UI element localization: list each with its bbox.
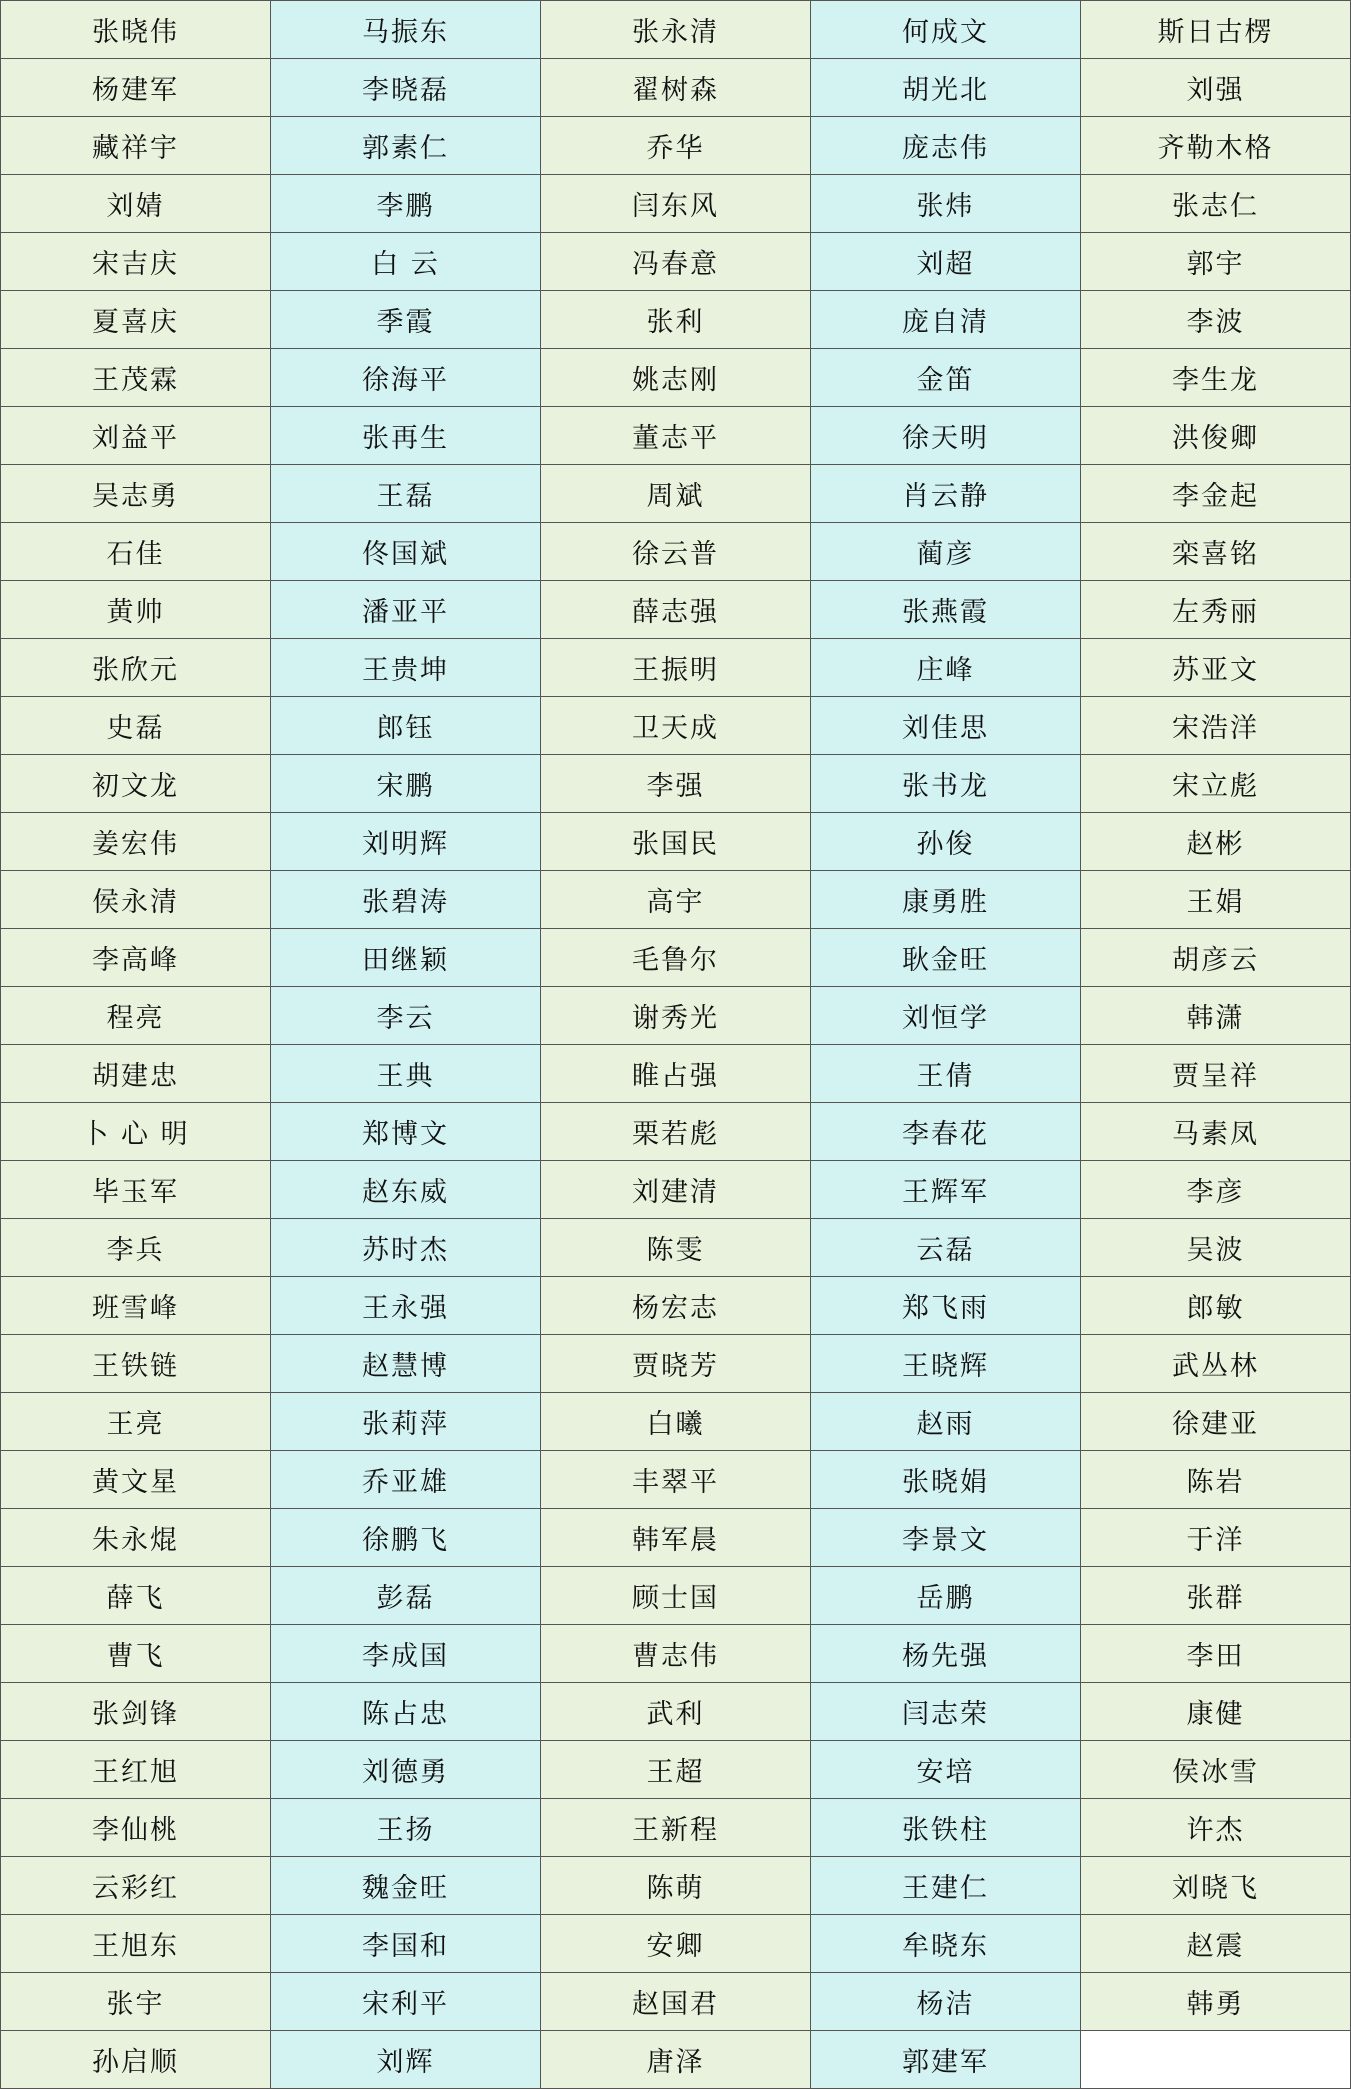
name-cell: 张晓伟 [1, 1, 271, 59]
name-cell: 顾士国 [541, 1567, 811, 1625]
name-cell [1081, 2031, 1351, 2089]
name-cell: 王亮 [1, 1393, 271, 1451]
name-cell: 耿金旺 [811, 929, 1081, 987]
name-cell: 郭素仁 [271, 117, 541, 175]
name-cell: 谢秀光 [541, 987, 811, 1045]
name-cell: 董志平 [541, 407, 811, 465]
name-cell: 肖云静 [811, 465, 1081, 523]
name-cell: 齐勒木格 [1081, 117, 1351, 175]
name-cell: 康健 [1081, 1683, 1351, 1741]
name-cell: 王茂霖 [1, 349, 271, 407]
name-cell: 武利 [541, 1683, 811, 1741]
table-row [1, 1277, 1351, 1335]
name-cell: 杨建军 [1, 59, 271, 117]
name-cell: 高宇 [541, 871, 811, 929]
name-cell: 岳鹏 [811, 1567, 1081, 1625]
table-row [1, 59, 1351, 117]
table-row [1, 1915, 1351, 1973]
name-cell: 曹飞 [1, 1625, 271, 1683]
name-cell: 马素凤 [1081, 1103, 1351, 1161]
name-cell: 武丛林 [1081, 1335, 1351, 1393]
name-cell: 胡建忠 [1, 1045, 271, 1103]
name-cell: 程亮 [1, 987, 271, 1045]
name-cell: 陈岩 [1081, 1451, 1351, 1509]
table-row [1, 1103, 1351, 1161]
name-cell: 郑博文 [271, 1103, 541, 1161]
name-cell: 田继颖 [271, 929, 541, 987]
name-cell: 李兵 [1, 1219, 271, 1277]
name-cell: 石佳 [1, 523, 271, 581]
name-table-body [1, 1, 1351, 2089]
name-cell: 李仙桃 [1, 1799, 271, 1857]
name-cell: 朱永焜 [1, 1509, 271, 1567]
name-cell: 安卿 [541, 1915, 811, 1973]
name-cell: 佟国斌 [271, 523, 541, 581]
name-cell: 张书龙 [811, 755, 1081, 813]
name-cell: 苏时杰 [271, 1219, 541, 1277]
name-cell: 曹志伟 [541, 1625, 811, 1683]
name-cell: 李成国 [271, 1625, 541, 1683]
name-cell: 张再生 [271, 407, 541, 465]
name-cell: 王辉军 [811, 1161, 1081, 1219]
name-cell: 庄峰 [811, 639, 1081, 697]
name-cell: 左秀丽 [1081, 581, 1351, 639]
name-cell: 郎钰 [271, 697, 541, 755]
name-cell: 黄文星 [1, 1451, 271, 1509]
name-cell: 韩潇 [1081, 987, 1351, 1045]
table-row [1, 639, 1351, 697]
table-row [1, 233, 1351, 291]
name-cell: 陈萌 [541, 1857, 811, 1915]
name-cell: 赵雨 [811, 1393, 1081, 1451]
name-cell: 徐海平 [271, 349, 541, 407]
name-cell: 陈占忠 [271, 1683, 541, 1741]
name-cell: 睢占强 [541, 1045, 811, 1103]
name-cell: 黄帅 [1, 581, 271, 639]
name-cell: 张燕霞 [811, 581, 1081, 639]
table-row [1, 175, 1351, 233]
table-row [1, 1393, 1351, 1451]
name-cell: 刘德勇 [271, 1741, 541, 1799]
table-row [1, 1219, 1351, 1277]
name-cell: 王旭东 [1, 1915, 271, 1973]
name-cell: 毕玉军 [1, 1161, 271, 1219]
name-cell: 王扬 [271, 1799, 541, 1857]
name-cell: 牟晓东 [811, 1915, 1081, 1973]
name-cell: 王新程 [541, 1799, 811, 1857]
table-row [1, 1973, 1351, 2031]
name-cell: 李田 [1081, 1625, 1351, 1683]
name-cell: 李彦 [1081, 1161, 1351, 1219]
name-cell: 李波 [1081, 291, 1351, 349]
name-cell: 白 云 [271, 233, 541, 291]
name-cell: 乔华 [541, 117, 811, 175]
name-cell: 张铁柱 [811, 1799, 1081, 1857]
name-cell: 栾喜铭 [1081, 523, 1351, 581]
table-row [1, 117, 1351, 175]
name-cell: 苏亚文 [1081, 639, 1351, 697]
name-cell: 蔺彦 [811, 523, 1081, 581]
name-cell: 张志仁 [1081, 175, 1351, 233]
name-cell: 初文龙 [1, 755, 271, 813]
table-row [1, 465, 1351, 523]
name-cell: 胡光北 [811, 59, 1081, 117]
name-cell: 徐鹏飞 [271, 1509, 541, 1567]
name-cell: 侯冰雪 [1081, 1741, 1351, 1799]
name-cell: 王典 [271, 1045, 541, 1103]
name-cell: 赵国君 [541, 1973, 811, 2031]
table-row [1, 349, 1351, 407]
name-cell: 王超 [541, 1741, 811, 1799]
table-row [1, 1161, 1351, 1219]
name-cell: 张国民 [541, 813, 811, 871]
name-cell: 刘婧 [1, 175, 271, 233]
name-cell: 闫志荣 [811, 1683, 1081, 1741]
name-cell: 赵慧博 [271, 1335, 541, 1393]
name-cell: 刘辉 [271, 2031, 541, 2089]
name-cell: 吴波 [1081, 1219, 1351, 1277]
name-cell: 何成文 [811, 1, 1081, 59]
name-cell: 宋利平 [271, 1973, 541, 2031]
name-cell: 庞自清 [811, 291, 1081, 349]
name-cell: 云磊 [811, 1219, 1081, 1277]
name-cell: 李金起 [1081, 465, 1351, 523]
name-cell: 卫天成 [541, 697, 811, 755]
table-row [1, 813, 1351, 871]
table-row [1, 523, 1351, 581]
name-cell: 刘益平 [1, 407, 271, 465]
name-cell: 李景文 [811, 1509, 1081, 1567]
name-cell: 陈雯 [541, 1219, 811, 1277]
name-cell: 孙俊 [811, 813, 1081, 871]
table-row [1, 407, 1351, 465]
name-cell: 毛鲁尔 [541, 929, 811, 987]
table-row [1, 987, 1351, 1045]
name-cell: 徐建亚 [1081, 1393, 1351, 1451]
name-cell: 冯春意 [541, 233, 811, 291]
name-cell: 张碧涛 [271, 871, 541, 929]
name-cell: 王建仁 [811, 1857, 1081, 1915]
name-cell: 刘佳思 [811, 697, 1081, 755]
name-cell: 宋鹏 [271, 755, 541, 813]
name-cell: 薛飞 [1, 1567, 271, 1625]
name-cell: 洪俊卿 [1081, 407, 1351, 465]
name-cell: 李国和 [271, 1915, 541, 1973]
name-cell: 王振明 [541, 639, 811, 697]
name-cell: 翟树森 [541, 59, 811, 117]
table-row [1, 1567, 1351, 1625]
table-row [1, 291, 1351, 349]
name-cell: 李春花 [811, 1103, 1081, 1161]
name-cell: 徐天明 [811, 407, 1081, 465]
name-cell: 丰翠平 [541, 1451, 811, 1509]
name-cell: 刘明辉 [271, 813, 541, 871]
name-cell: 李高峰 [1, 929, 271, 987]
name-cell: 栗若彪 [541, 1103, 811, 1161]
name-cell: 李晓磊 [271, 59, 541, 117]
name-cell: 薛志强 [541, 581, 811, 639]
name-cell: 藏祥宇 [1, 117, 271, 175]
name-cell: 张炜 [811, 175, 1081, 233]
name-cell: 班雪峰 [1, 1277, 271, 1335]
name-cell: 张永清 [541, 1, 811, 59]
name-cell: 许杰 [1081, 1799, 1351, 1857]
table-row [1, 1683, 1351, 1741]
name-cell: 彭磊 [271, 1567, 541, 1625]
name-cell: 侯永清 [1, 871, 271, 929]
name-cell: 徐云普 [541, 523, 811, 581]
name-cell: 魏金旺 [271, 1857, 541, 1915]
name-cell: 刘强 [1081, 59, 1351, 117]
name-cell: 云彩红 [1, 1857, 271, 1915]
name-cell: 郑飞雨 [811, 1277, 1081, 1335]
name-cell: 孙启顺 [1, 2031, 271, 2089]
name-cell: 李鹏 [271, 175, 541, 233]
name-cell: 贾呈祥 [1081, 1045, 1351, 1103]
name-cell: 金笛 [811, 349, 1081, 407]
name-cell: 安培 [811, 1741, 1081, 1799]
name-cell: 郎敏 [1081, 1277, 1351, 1335]
table-row [1, 929, 1351, 987]
name-cell: 宋浩洋 [1081, 697, 1351, 755]
table-row [1, 1509, 1351, 1567]
name-cell: 李强 [541, 755, 811, 813]
table-row [1, 755, 1351, 813]
name-cell: 吴志勇 [1, 465, 271, 523]
name-cell: 周斌 [541, 465, 811, 523]
name-cell: 张群 [1081, 1567, 1351, 1625]
name-cell: 刘超 [811, 233, 1081, 291]
name-cell: 张莉萍 [271, 1393, 541, 1451]
table-row [1, 1335, 1351, 1393]
name-cell: 王铁链 [1, 1335, 271, 1393]
table-row [1, 1, 1351, 59]
name-cell: 史磊 [1, 697, 271, 755]
name-cell: 郭建军 [811, 2031, 1081, 2089]
table-row [1, 2031, 1351, 2089]
name-cell: 王倩 [811, 1045, 1081, 1103]
name-cell: 斯日古楞 [1081, 1, 1351, 59]
name-cell: 潘亚平 [271, 581, 541, 639]
name-cell: 季霞 [271, 291, 541, 349]
name-cell: 张欣元 [1, 639, 271, 697]
name-cell: 韩勇 [1081, 1973, 1351, 2031]
name-cell: 刘恒学 [811, 987, 1081, 1045]
name-cell: 刘建清 [541, 1161, 811, 1219]
table-row [1, 1625, 1351, 1683]
name-cell: 唐泽 [541, 2031, 811, 2089]
name-cell: 夏喜庆 [1, 291, 271, 349]
name-cell: 王磊 [271, 465, 541, 523]
name-cell: 张剑锋 [1, 1683, 271, 1741]
name-cell: 王贵坤 [271, 639, 541, 697]
name-cell: 王晓辉 [811, 1335, 1081, 1393]
name-cell: 姜宏伟 [1, 813, 271, 871]
name-cell: 马振东 [271, 1, 541, 59]
name-cell: 张利 [541, 291, 811, 349]
table-row [1, 581, 1351, 639]
name-cell: 贾晓芳 [541, 1335, 811, 1393]
name-cell: 杨宏志 [541, 1277, 811, 1335]
name-cell: 张晓娟 [811, 1451, 1081, 1509]
name-cell: 康勇胜 [811, 871, 1081, 929]
name-cell: 王娟 [1081, 871, 1351, 929]
table-row [1, 1857, 1351, 1915]
name-cell: 宋立彪 [1081, 755, 1351, 813]
name-cell: 白曦 [541, 1393, 811, 1451]
name-cell: 郭宇 [1081, 233, 1351, 291]
table-row [1, 1045, 1351, 1103]
table-row [1, 871, 1351, 929]
name-cell: 赵东威 [271, 1161, 541, 1219]
table-row [1, 1451, 1351, 1509]
name-cell: 于洋 [1081, 1509, 1351, 1567]
table-row [1, 1799, 1351, 1857]
name-cell: 卜 心 明 [1, 1103, 271, 1161]
name-cell: 李生龙 [1081, 349, 1351, 407]
name-cell: 刘晓飞 [1081, 1857, 1351, 1915]
name-cell: 赵彬 [1081, 813, 1351, 871]
name-cell: 韩军晨 [541, 1509, 811, 1567]
name-cell: 赵震 [1081, 1915, 1351, 1973]
name-cell: 闫东风 [541, 175, 811, 233]
name-cell: 姚志刚 [541, 349, 811, 407]
name-cell: 宋吉庆 [1, 233, 271, 291]
table-row [1, 697, 1351, 755]
name-cell: 李云 [271, 987, 541, 1045]
name-cell: 王红旭 [1, 1741, 271, 1799]
table-row [1, 1741, 1351, 1799]
name-cell: 杨洁 [811, 1973, 1081, 2031]
name-cell: 乔亚雄 [271, 1451, 541, 1509]
name-cell: 杨先强 [811, 1625, 1081, 1683]
name-cell: 庞志伟 [811, 117, 1081, 175]
name-cell: 王永强 [271, 1277, 541, 1335]
name-cell: 胡彦云 [1081, 929, 1351, 987]
name-cell: 张宇 [1, 1973, 271, 2031]
